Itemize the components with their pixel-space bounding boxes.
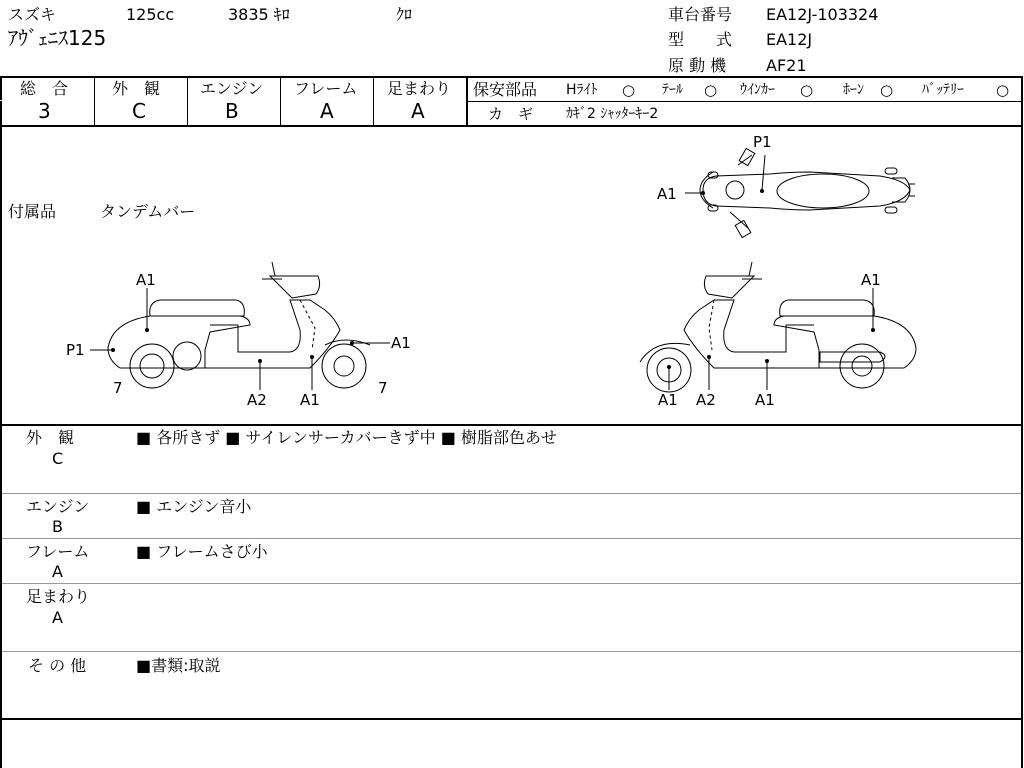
grade-value-suspension: A: [411, 99, 425, 123]
right-label-a1-a: A1: [658, 391, 678, 409]
safety-horn: ﾎｰﾝ: [843, 82, 864, 98]
right-label-a2: A2: [696, 391, 716, 409]
safety-winker-mark: ○: [800, 81, 814, 99]
section-engine-label: エンジン: [26, 497, 90, 516]
right-label-a1-top: A1: [861, 271, 881, 289]
safety-headlight: Hﾗｲﾄ: [566, 82, 598, 98]
left-label-a1-right: A1: [391, 334, 411, 352]
grade-value-overall: 3: [38, 99, 51, 123]
engine-value: AF21: [766, 56, 807, 75]
section-frame-label: フレーム: [26, 542, 90, 561]
grade-label-exterior: 外 観: [112, 79, 161, 98]
model-name: ｱｳﾞｪﾆｽ125: [8, 26, 107, 50]
grade-value-engine: B: [225, 99, 239, 123]
mileage: 3835 ｷﾛ: [228, 5, 290, 24]
key-value: ｶｷﾞ2 ｼｬｯﾀｰｷｰ2: [566, 106, 659, 122]
safety-tail-mark: ○: [704, 81, 718, 99]
top-label-a1: A1: [657, 185, 677, 203]
section-suspension-label: 足まわり: [26, 587, 91, 606]
grade-label-overall: 総 合: [20, 79, 69, 98]
color: ｸﾛ: [396, 5, 413, 24]
key-label: カ ギ: [488, 105, 534, 123]
section-exterior-label: 外 観: [26, 428, 75, 447]
left-label-a1-bottom: A1: [300, 391, 320, 409]
safety-label: 保安部品: [473, 80, 538, 99]
maker: スズキ: [8, 5, 57, 24]
grade-label-frame: フレーム: [294, 79, 358, 98]
right-label-a1-b: A1: [755, 391, 775, 409]
section-engine-note: ■ エンジン音小: [136, 497, 252, 516]
section-frame-note: ■ フレームさび小: [136, 542, 268, 561]
grade-value-exterior: C: [132, 99, 146, 123]
safety-headlight-mark: ○: [622, 81, 636, 99]
safety-tail: ﾃｰﾙ: [662, 82, 683, 98]
top-label-p1: P1: [753, 133, 772, 151]
section-other-label: そ の 他: [28, 656, 87, 675]
grade-label-engine: エンジン: [200, 79, 264, 98]
frame-no: EA12J-103324: [766, 5, 879, 24]
accessories-label: 付属品: [8, 202, 57, 221]
section-engine-grade: B: [52, 517, 63, 536]
left-label-a1-top: A1: [136, 271, 156, 289]
safety-battery-mark: ○: [996, 81, 1010, 99]
grade-value-frame: A: [320, 99, 334, 123]
section-suspension-grade: A: [52, 608, 63, 627]
type-label: 型 式: [668, 30, 733, 49]
left-label-7b: 7: [378, 379, 388, 397]
section-frame-grade: A: [52, 562, 63, 581]
safety-battery: ﾊﾞｯﾃﾘｰ: [922, 82, 964, 98]
frame-no-label: 車台番号: [668, 5, 733, 24]
displacement: 125cc: [126, 5, 175, 24]
engine-label: 原 動 機: [668, 56, 727, 75]
safety-winker: ｳｲﾝｶｰ: [740, 82, 775, 98]
left-label-a2: A2: [247, 391, 267, 409]
safety-horn-mark: ○: [880, 81, 894, 99]
section-other-note: ■書類:取説: [136, 656, 221, 675]
type-value: EA12J: [766, 30, 813, 49]
grade-label-suspension: 足まわり: [387, 79, 452, 98]
left-label-7a: 7: [113, 379, 123, 397]
left-label-p1: P1: [66, 341, 85, 359]
section-exterior-note: ■ 各所きず ■ サイレンサーカバーきず中 ■ 樹脂部色あせ: [136, 428, 557, 447]
accessories-value: タンデムバー: [100, 202, 196, 221]
section-exterior-grade: C: [52, 449, 64, 468]
